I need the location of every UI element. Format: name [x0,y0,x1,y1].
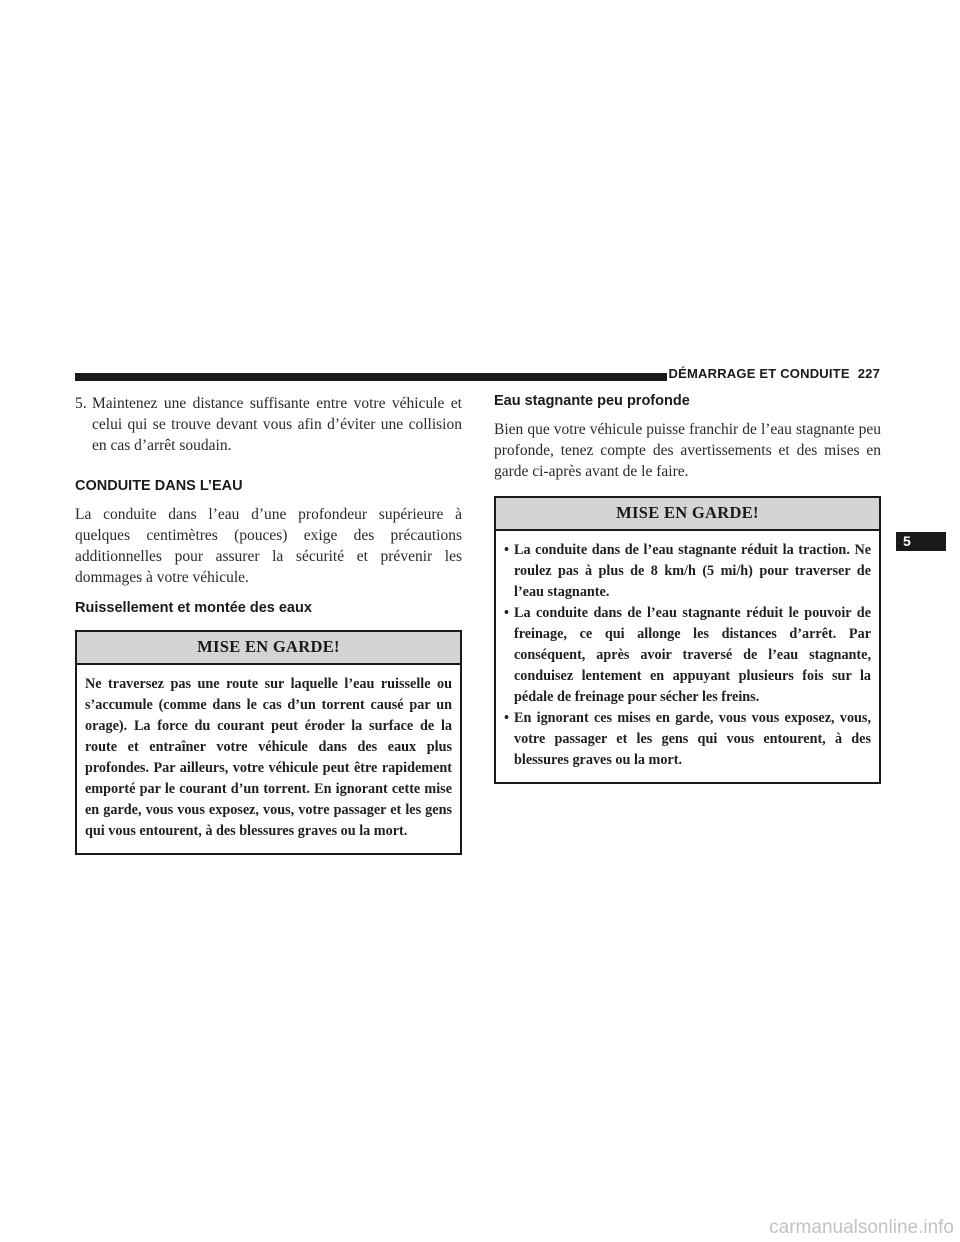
bullet-icon: • [504,710,509,726]
bullet-icon: • [504,542,509,558]
bullet-icon: • [504,605,509,621]
subheading-standing-water: Eau stagnante peu profonde [494,393,690,409]
section-heading: CONDUITE DANS L’EAU [75,478,243,494]
standing-water-paragraph: Bien que votre véhicule puisse franchir de l’eau stagnante peu profonde, tenez compte des avertissements et des mises en garde ci-après avant de le faire. [494,421,881,480]
page-number: 227 [857,366,880,381]
chapter-tab: 5 [896,532,946,551]
list-item [75,393,462,456]
list-item-number: 5. [75,395,87,412]
warning-box [494,496,881,784]
warning-title: MISE EN GARDE! [77,632,460,665]
subheading-flowing-water: Ruissellement et montée des eaux [75,600,312,616]
list-item-text: Maintenez une distance suffisante entre votre véhicule et celui qui se trouve devant vous afin d’éviter une collision en cas d’arrêt soudain. [92,395,462,454]
bullet-item: • La conduite dans de l’eau stagnante réduit la traction. Ne roulez pas à plus de 8 km/h (5 mi/h) pour traverser de l’eau stagnante. [504,540,871,603]
running-header [669,366,880,381]
bullet-item: • En ignorant ces mises en garde, vous vous exposez, vous, votre passager et les gens qui vous entourent, à des blessures graves ou la mort. [504,708,871,771]
intro-paragraph: La conduite dans l’eau d’une profondeur supérieure à quelques centimètres (pouces) exige des précautions additionnelles pour assurer la sécurité et prévenir les dommages à votre véhicule. [75,506,462,586]
bullet-item: • La conduite dans de l’eau stagnante réduit le pouvoir de freinage, ce qui allonge les distances d’arrêt. Par conséquent, après avoir traversé de l’eau stagnante, conduisez lentement en appuyant plusieurs fois sur la pédale de freinage pour sécher les freins. [504,603,871,708]
warning-bullets [496,531,879,782]
header-rule [75,373,667,381]
warning-box [75,630,462,855]
left-column [75,393,462,855]
right-column [494,393,881,784]
warning-title: MISE EN GARDE! [496,498,879,531]
section-title: DÉMARRAGE ET CONDUITE [668,366,850,381]
watermark: carmanualsonline.info [769,1217,954,1238]
warning-text: Ne traversez pas une route sur laquelle l’eau ruisselle ou s’accumule (comme dans le cas d’un torrent causé par un orage). La force du courant peut éroder la surface de la route et entraîner votre véhicule dans des eaux plus profondes. Par ailleurs, votre véhicule peut être rapidement emporté par le courant d’un torrent. En ignorant cette mise en garde, vous vous exposez, vous, votre passager et les gens qui vous entourent, à des blessures graves ou la mort. [85,676,452,839]
